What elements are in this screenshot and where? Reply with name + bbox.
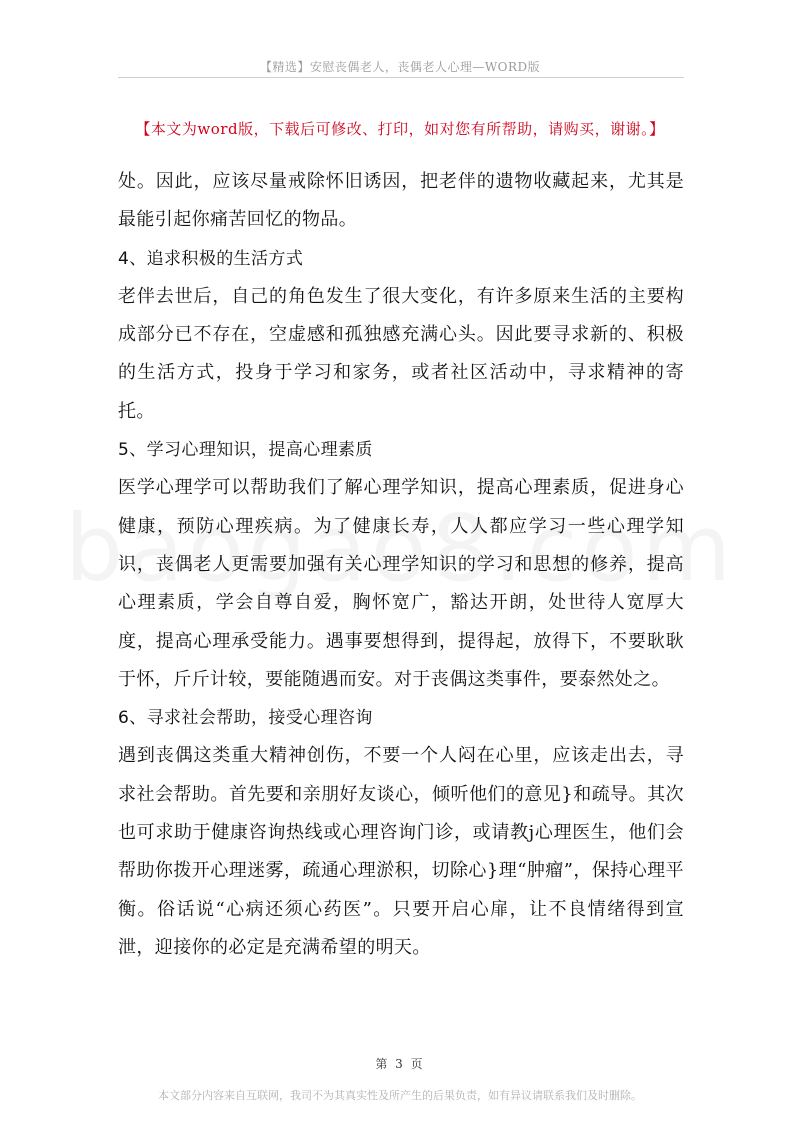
purchase-notice: 【本文为word版，下载后可修改、打印，如对您有所帮助，请购买，谢谢。】 bbox=[135, 120, 665, 138]
running-header: 【精选】安慰丧偶老人，丧偶老人心理—WORD版 bbox=[259, 60, 541, 74]
paragraph-section-6: 遇到丧偶这类重大精神创伤，不要一个人闷在心里，应该走出去，寻求社会帮助。首先要和亲朋好友谈心，倾听他们的意见}和疏导。其次也可求助于健康咨询热线或心理咨询门诊，或请教j心理医生，他们会帮助你拨开心理迷雾，疏通心理淤积，切除心}理“肿瘤”，保持心理平衡。俗话说“心病还须心药医”。只要开启心扉，让不良情绪得到宣泄，迎接你的必定是充满希望的明天。 bbox=[118, 745, 684, 958]
section-heading-6: 6、寻求社会帮助，接受心理咨询 bbox=[118, 708, 373, 729]
header-divider bbox=[118, 77, 684, 78]
section-heading-4: 4、追求积极的生活方式 bbox=[118, 248, 304, 269]
paragraph-section-5: 医学心理学可以帮助我们了解心理学知识，提高心理素质，促进身心健康，预防心理疾病。为了健康长寿，人人都应学习一些心理学知识，丧偶老人更需要加强有关心理学知识的学习和思想的修养，提高心理素质，学会自尊自爱，胸怀宽广，豁达开朗，处世待人宽厚大度，提高心理承受能力。遇事要想得到，提得起，放得下，不要耿耿于怀，斤斤计较，要能随遇而安。对于丧偶这类事件，要泰然处之。 bbox=[118, 477, 684, 690]
page-number: 第 3 页 bbox=[375, 1057, 425, 1071]
footer-disclaimer: 本文部分内容来自互联网，我司不为其真实性及所产生的后果负责，如有异议请联系我们及时删除。 bbox=[158, 1089, 642, 1102]
document-body bbox=[118, 163, 684, 967]
section-heading-5: 5、学习心理知识，提高心理素质 bbox=[118, 440, 373, 461]
paragraph-intro: 处。因此，应该尽量戒除怀旧诱因，把老伴的遗物收藏起来，尤其是最能引起你痛苦回忆的物品。 bbox=[118, 171, 684, 231]
paragraph-section-4: 老伴去世后，自己的角色发生了很大变化，有许多原来生活的主要构成部分已不存在，空虚感和孤独感充满心头。因此要寻求新的、积极的生活方式，投身于学习和家务，或者社区活动中，寻求精神的寄托。 bbox=[118, 285, 684, 422]
